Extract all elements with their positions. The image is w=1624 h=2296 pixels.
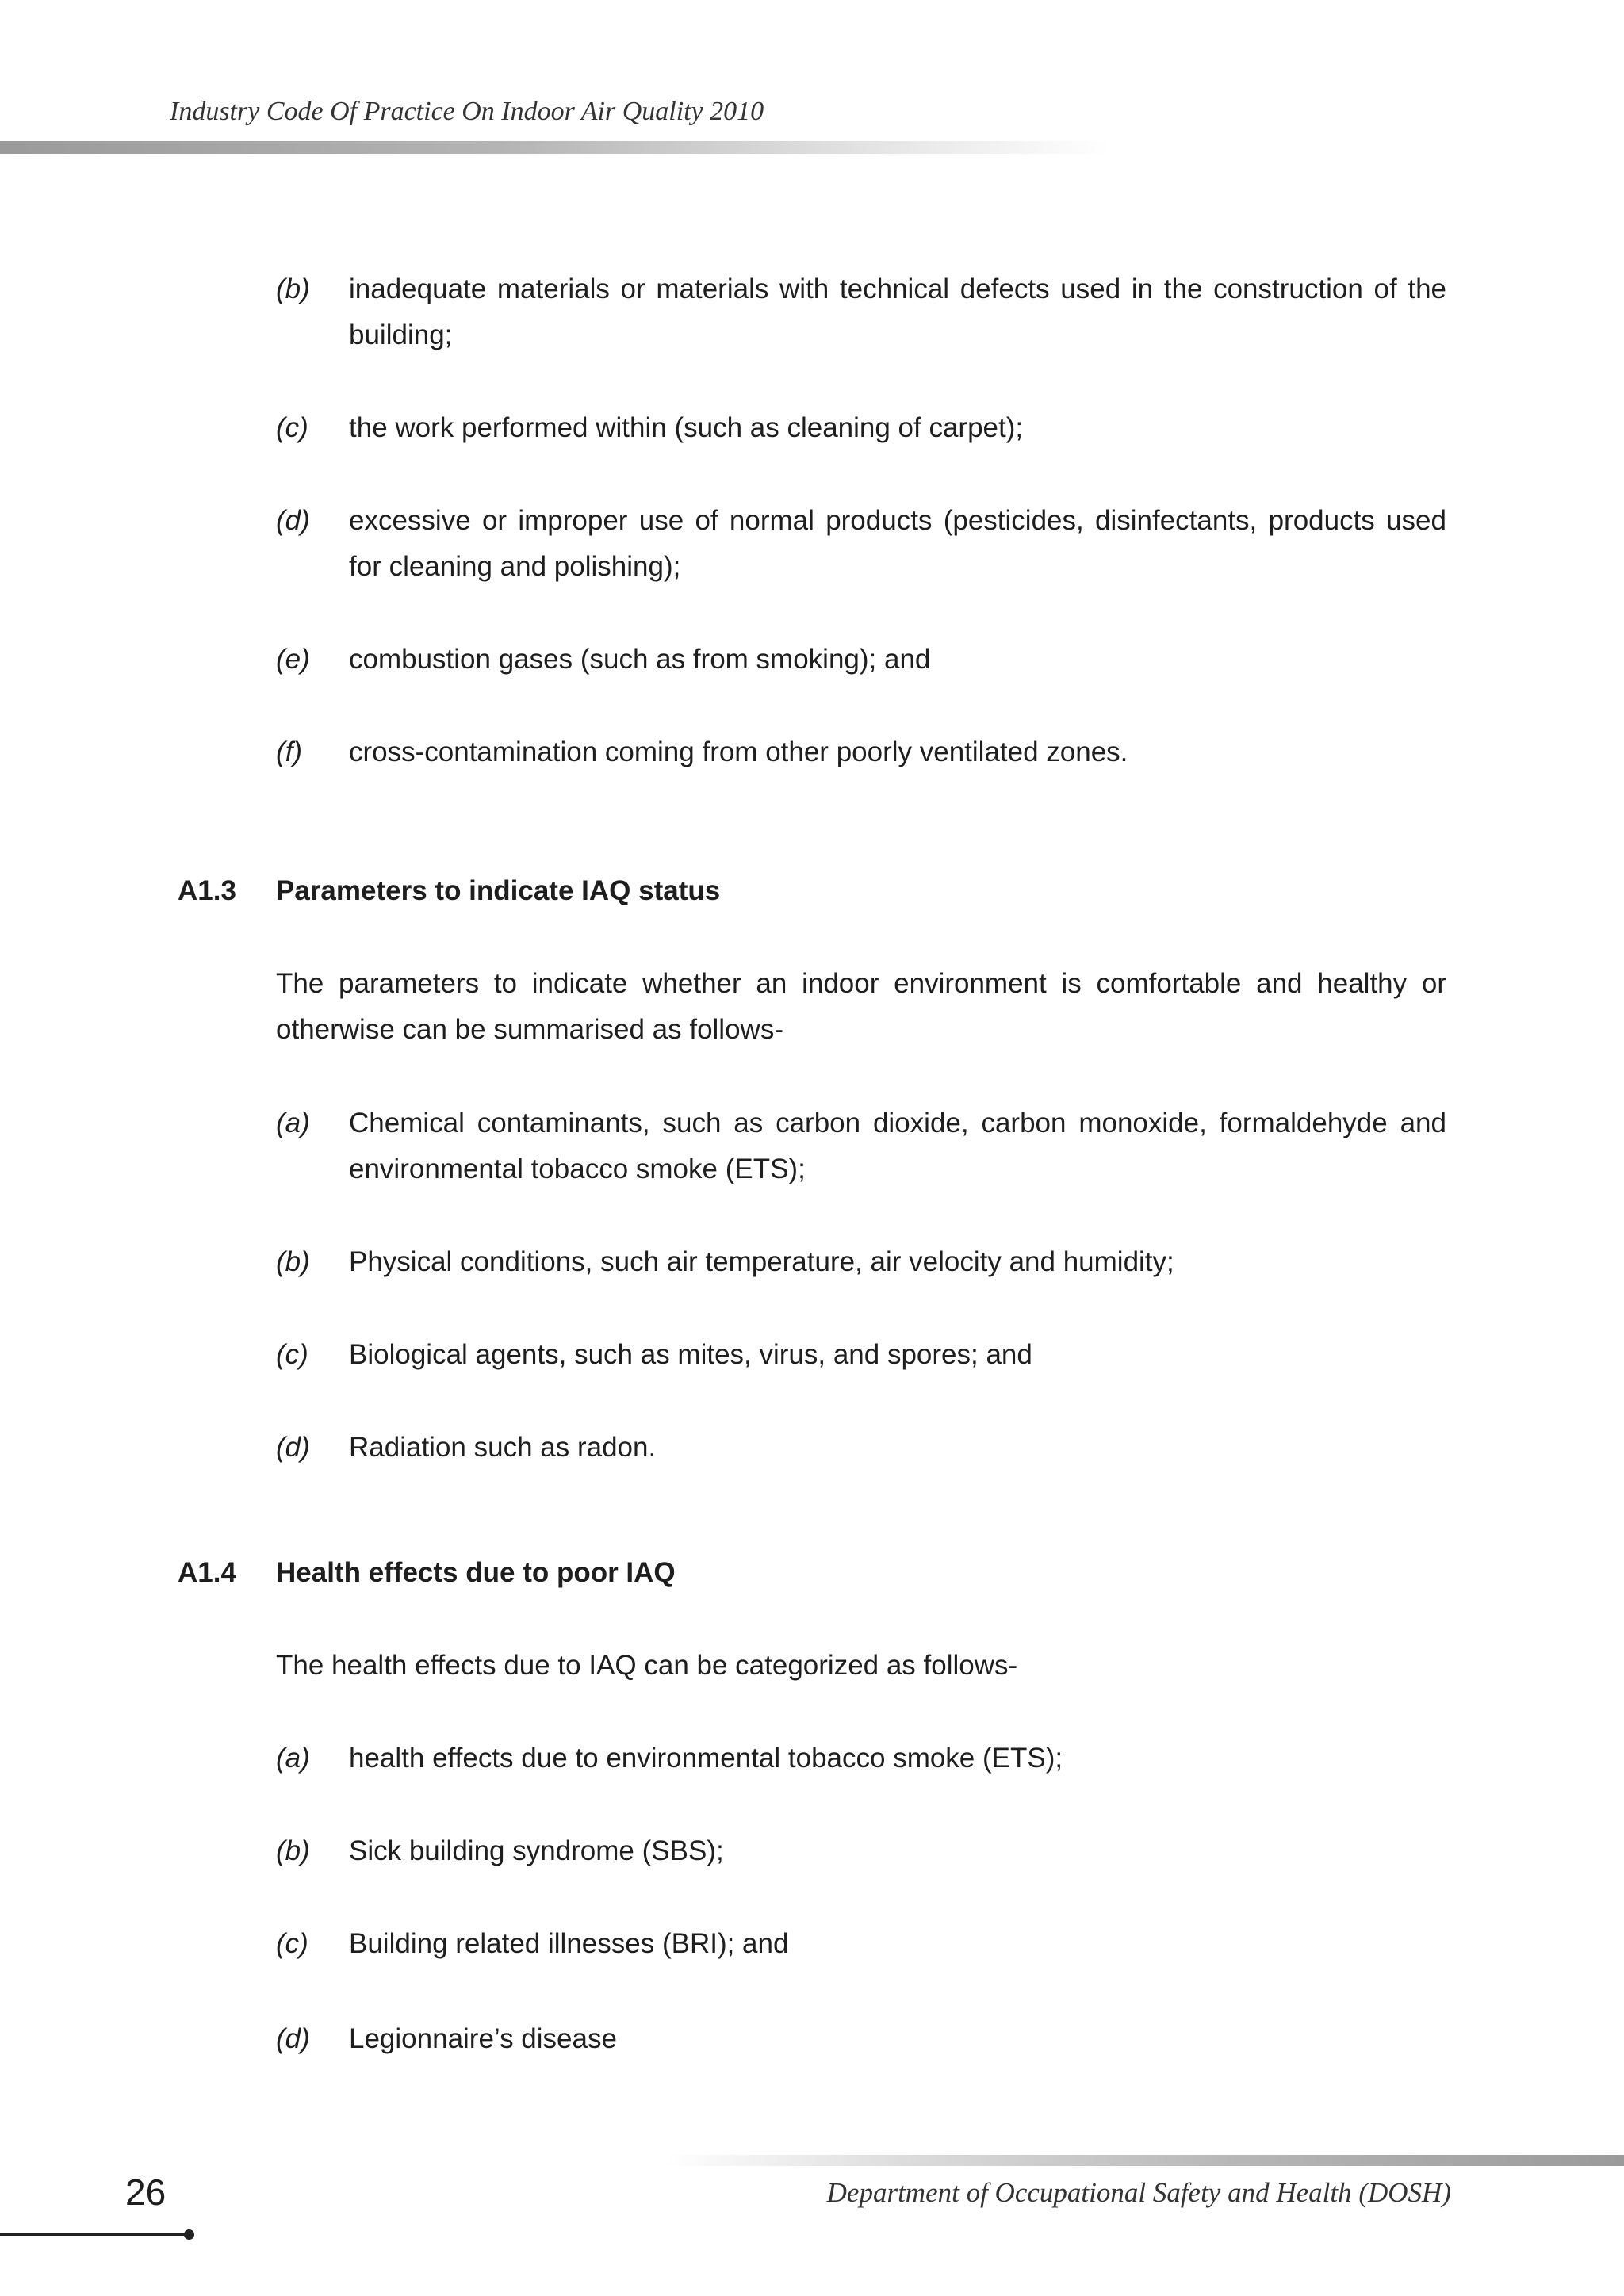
list-item xyxy=(276,1735,1446,1781)
list-item-text: Legionnaire’s disease xyxy=(349,2023,617,2054)
list-item-text: the work performed within (such as cleaning of carpet); xyxy=(349,412,1024,443)
list-item xyxy=(276,1332,1446,1378)
list-item-text: cross-contamination coming from other poorly ventilated zones. xyxy=(349,737,1128,767)
list-item-label: (b) xyxy=(276,274,310,304)
list-item-text: excessive or improper use of normal products (pesticides, disinfectants, products used for cleaning and polishing); xyxy=(349,505,1446,582)
list-item xyxy=(276,729,1446,775)
section-heading-a1-4 xyxy=(178,1550,1446,1596)
list-item xyxy=(276,405,1446,451)
list-item xyxy=(276,1425,1446,1471)
list-item-text: combustion gases (such as from smoking); and xyxy=(349,644,931,675)
list-item xyxy=(276,2016,1446,2062)
page-number: 26 xyxy=(125,2172,167,2213)
list-item-text: health effects due to environmental tobacco smoke (ETS); xyxy=(349,1743,1063,1774)
list-item xyxy=(276,1239,1446,1285)
section-title: Parameters to indicate IAQ status xyxy=(276,875,721,906)
section-intro-paragraph: The parameters to indicate whether an indoor environment is comfortable and healthy or otherwise can be summarised as follows- xyxy=(276,968,1446,1045)
footer-department: Department of Occupational Safety and Health (DOSH) xyxy=(826,2177,1451,2208)
list-item-label: (d) xyxy=(276,505,310,536)
list-item xyxy=(276,1100,1446,1192)
running-header: Industry Code Of Practice On Indoor Air Quality 2010 xyxy=(170,97,764,126)
list-item-text: Radiation such as radon. xyxy=(349,1432,657,1463)
list-item-label: (c) xyxy=(276,1339,308,1370)
list-item-label: (d) xyxy=(276,1432,310,1463)
section-heading-a1-3 xyxy=(178,868,1446,914)
list-item-label: (c) xyxy=(276,412,308,443)
list-item-text: Physical conditions, such air temperature, air velocity and humidity; xyxy=(349,1246,1174,1277)
list-item-label: (e) xyxy=(276,644,310,675)
list-item xyxy=(276,266,1446,358)
list-item-label: (a) xyxy=(276,1743,310,1774)
list-item-label: (b) xyxy=(276,1835,310,1866)
section-title: Health effects due to poor IAQ xyxy=(276,1557,676,1588)
list-item-text: Building related illnesses (BRI); and xyxy=(349,1928,789,1959)
footer-rule xyxy=(666,2155,1624,2166)
list-item-label: (b) xyxy=(276,1246,310,1277)
list-item-label: (c) xyxy=(276,1928,308,1959)
list-item-label: (f) xyxy=(276,737,303,767)
list-item-text: Sick building syndrome (SBS); xyxy=(349,1835,724,1866)
list-item-text: inadequate materials or materials with technical defects used in the construction of the building; xyxy=(349,274,1446,350)
list-item-label: (d) xyxy=(276,2023,310,2054)
header-rule xyxy=(0,141,1110,154)
list-item-text: Chemical contaminants, such as carbon dioxide, carbon monoxide, formaldehyde and environmental tobacco smoke (ETS); xyxy=(349,1108,1446,1184)
footer-line-dot xyxy=(184,2229,194,2240)
list-item-text: Biological agents, such as mites, virus, and spores; and xyxy=(349,1339,1032,1370)
list-item xyxy=(276,1828,1446,1874)
footer-line xyxy=(0,2233,187,2236)
list-item xyxy=(276,498,1446,590)
section-number: A1.3 xyxy=(178,875,236,906)
list-item xyxy=(276,1921,1446,1967)
section-intro-paragraph: The health effects due to IAQ can be categorized as follows- xyxy=(276,1650,1018,1681)
list-item-label: (a) xyxy=(276,1108,310,1138)
section-number: A1.4 xyxy=(178,1557,236,1588)
list-item xyxy=(276,637,1446,683)
